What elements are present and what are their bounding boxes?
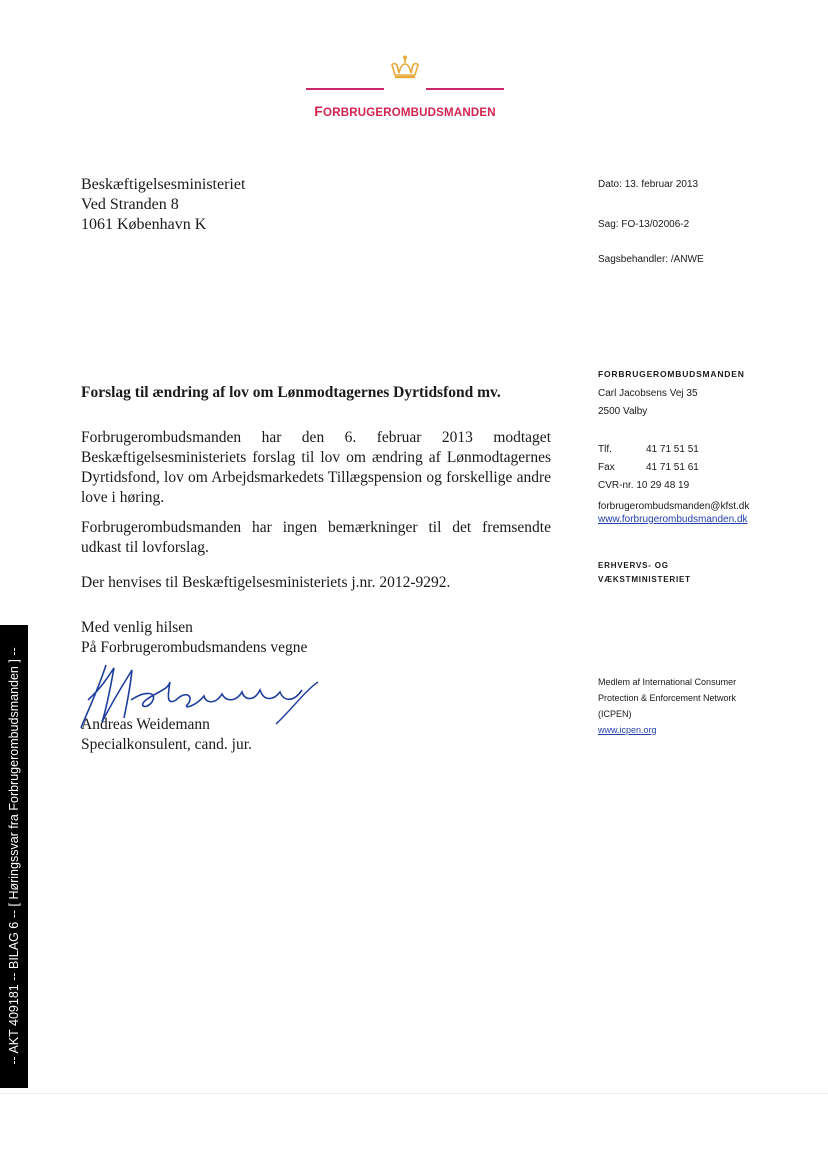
handler-value: /ANWE: [670, 254, 704, 265]
recipient-street: Ved Stranden 8: [81, 196, 179, 213]
page-bottom-rule: [0, 1093, 828, 1094]
closing-on-behalf: På Forbrugerombudsmandens vegne: [81, 639, 308, 656]
date-value: 13. februar 2013: [624, 179, 699, 190]
icpen-line-3: (ICPEN): [598, 709, 632, 719]
case-value: FO-13/02006-2: [621, 219, 690, 230]
date-label: Dato:: [598, 179, 622, 190]
icpen-line-1: Medlem af International Consumer: [598, 677, 737, 687]
recipient-city: 1061 København K: [81, 216, 207, 233]
icpen-website-link[interactable]: www.icpen.org: [598, 725, 657, 735]
fax-value: 41 71 51 61: [646, 462, 699, 473]
icpen-line-2: Protection & Enforcement Network: [598, 693, 737, 703]
archive-stamp-text: -- AKT 409181 -- BILAG 6 -- [ Høringssvar fra Forbrugerombudsmanden ] --: [7, 647, 21, 1065]
fax-label: Fax: [598, 462, 615, 473]
handler-line: [598, 254, 704, 265]
date-line: [598, 179, 698, 190]
handler-label: Sagsbehandler:: [598, 254, 669, 265]
phone-label: Tlf.: [598, 444, 612, 455]
cvr-label: CVR-nr.: [598, 480, 634, 491]
letter-subject: Forslag til ændring af lov om Lønmodtagernes Dyrtidsfond mv.: [81, 384, 501, 401]
signer-title: Specialkonsulent, cand. jur.: [81, 736, 252, 753]
case-line: [598, 219, 689, 230]
sender-street: Carl Jacobsens Vej 35: [598, 388, 698, 399]
fax-line: [598, 462, 699, 473]
body-paragraph-1: Forbrugerombudsmanden har den 6. februar 2013 modtaget Beskæftigelsesministeriets forslag til lov om ændring af Lønmodtagernes Dyrtidsfond, lov om Arbejdsmarkedets Tillægspension og forskellige andre love i høring.: [81, 429, 551, 506]
body-paragraph-2: Forbrugerombudsmanden har ingen bemærkninger til det fremsendte udkast til lovforslag.: [81, 519, 551, 556]
ministry-line-2: VÆKSTMINISTERIET: [598, 575, 691, 584]
recipient-name: Beskæftigelsesministeriet: [81, 176, 246, 193]
signer-name: Andreas Weidemann: [81, 716, 210, 733]
crown-logo-icon: [389, 55, 421, 81]
archive-stamp: [0, 625, 28, 1088]
ministry-line-1: ERHVERVS- OG: [598, 561, 669, 570]
closing-greeting: Med venlig hilsen: [81, 619, 193, 636]
brand-wordmark: FORBRUGEROMBUDSMANDEN: [314, 103, 496, 119]
sender-org: FORBRUGEROMBUDSMANDEN: [598, 369, 745, 379]
body-paragraph-3: Der henvises til Beskæftigelsesministeriets j.nr. 2012-9292.: [81, 574, 451, 591]
sender-website-link[interactable]: www.forbrugerombudsmanden.dk: [598, 514, 748, 525]
cvr-line: [598, 480, 689, 491]
logo-rule-right: [426, 88, 504, 90]
case-label: Sag:: [598, 219, 619, 230]
sender-email[interactable]: forbrugerombudsmanden@kfst.dk: [598, 501, 750, 512]
cvr-value: 10 29 48 19: [636, 480, 690, 491]
sender-city: 2500 Valby: [598, 406, 648, 417]
phone-value: 41 71 51 51: [646, 444, 699, 455]
logo-rule-left: [306, 88, 384, 90]
phone-line: [598, 444, 699, 455]
